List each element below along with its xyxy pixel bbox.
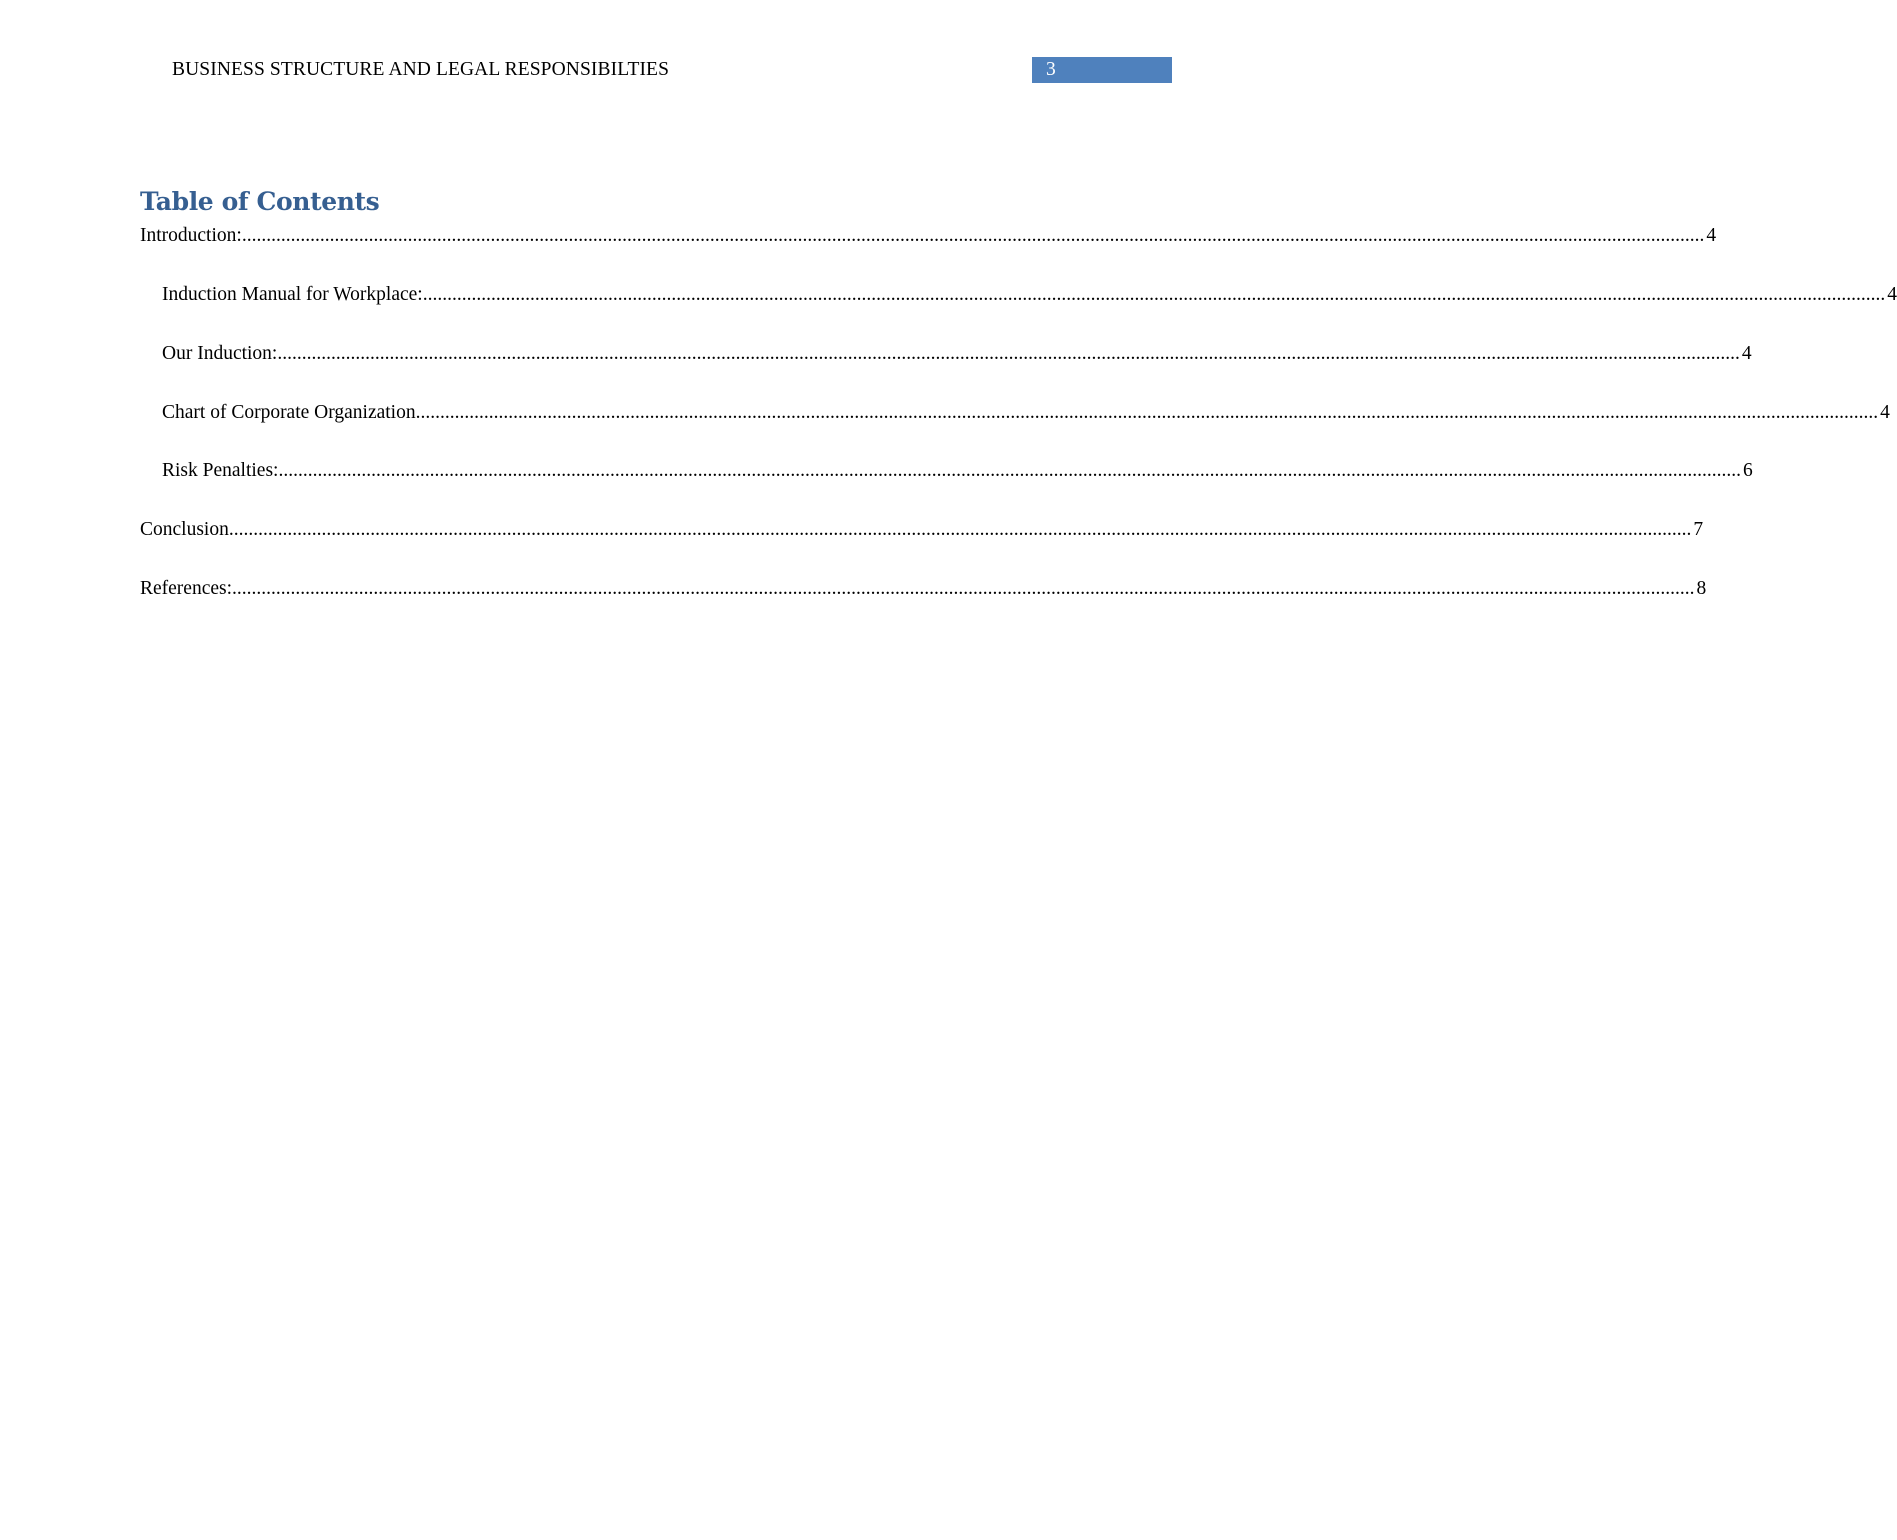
toc-dot-leader: ............................................................................................................................................................................................................................................................................................................: [415, 402, 1879, 423]
toc-entry-label: References:: [140, 578, 233, 599]
toc-entry-page: 4: [1706, 225, 1717, 246]
page-number-badge: [1032, 57, 1172, 83]
toc-entry-page: 4: [1880, 402, 1890, 423]
toc-heading: Table of Contents: [140, 187, 380, 216]
toc-entry-page: 7: [1693, 519, 1704, 540]
toc-entry-conclusion[interactable]: [140, 517, 1704, 543]
toc-dot-leader: ............................................................................................................................................................................................................................................................................................................: [232, 578, 1695, 599]
toc-entry-page: 6: [1742, 460, 1753, 481]
page-number: 3: [1046, 59, 1056, 80]
toc-entry-page: 4: [1741, 343, 1752, 364]
toc-entry-references[interactable]: [140, 576, 1707, 602]
toc-entry-label: Risk Penalties:: [162, 460, 279, 481]
toc-dot-leader: ............................................................................................................................................................................................................................................................................................................: [422, 284, 1886, 305]
toc-entry-our-induction[interactable]: [162, 341, 1752, 367]
header-title: BUSINESS STRUCTURE AND LEGAL RESPONSIBILTIES: [172, 59, 670, 80]
toc-entry-label: Conclusion: [140, 519, 229, 540]
toc-dot-leader: ............................................................................................................................................................................................................................................................................................................: [277, 343, 1740, 364]
toc-entry-label: Our Induction:: [162, 343, 278, 364]
toc-entry-page: 8: [1696, 578, 1707, 599]
toc-entry-page: 4: [1887, 284, 1897, 305]
toc-entry-introduction[interactable]: [140, 223, 1717, 249]
toc-dot-leader: ............................................................................................................................................................................................................................................................................................................: [278, 460, 1741, 481]
toc-entry-risk-penalties[interactable]: [162, 458, 1753, 484]
toc-entry-label: Introduction:: [140, 225, 242, 246]
toc-dot-leader: ............................................................................................................................................................................................................................................................................................................: [241, 225, 1705, 246]
toc-entry-induction-manual[interactable]: [162, 282, 1897, 308]
toc-entry-chart-of-corporate-organization[interactable]: [162, 400, 1890, 426]
toc-entry-label: Induction Manual for Workplace:: [162, 284, 423, 305]
toc-dot-leader: ............................................................................................................................................................................................................................................................................................................: [228, 519, 1692, 540]
toc-entry-label: Chart of Corporate Organization: [162, 402, 416, 423]
